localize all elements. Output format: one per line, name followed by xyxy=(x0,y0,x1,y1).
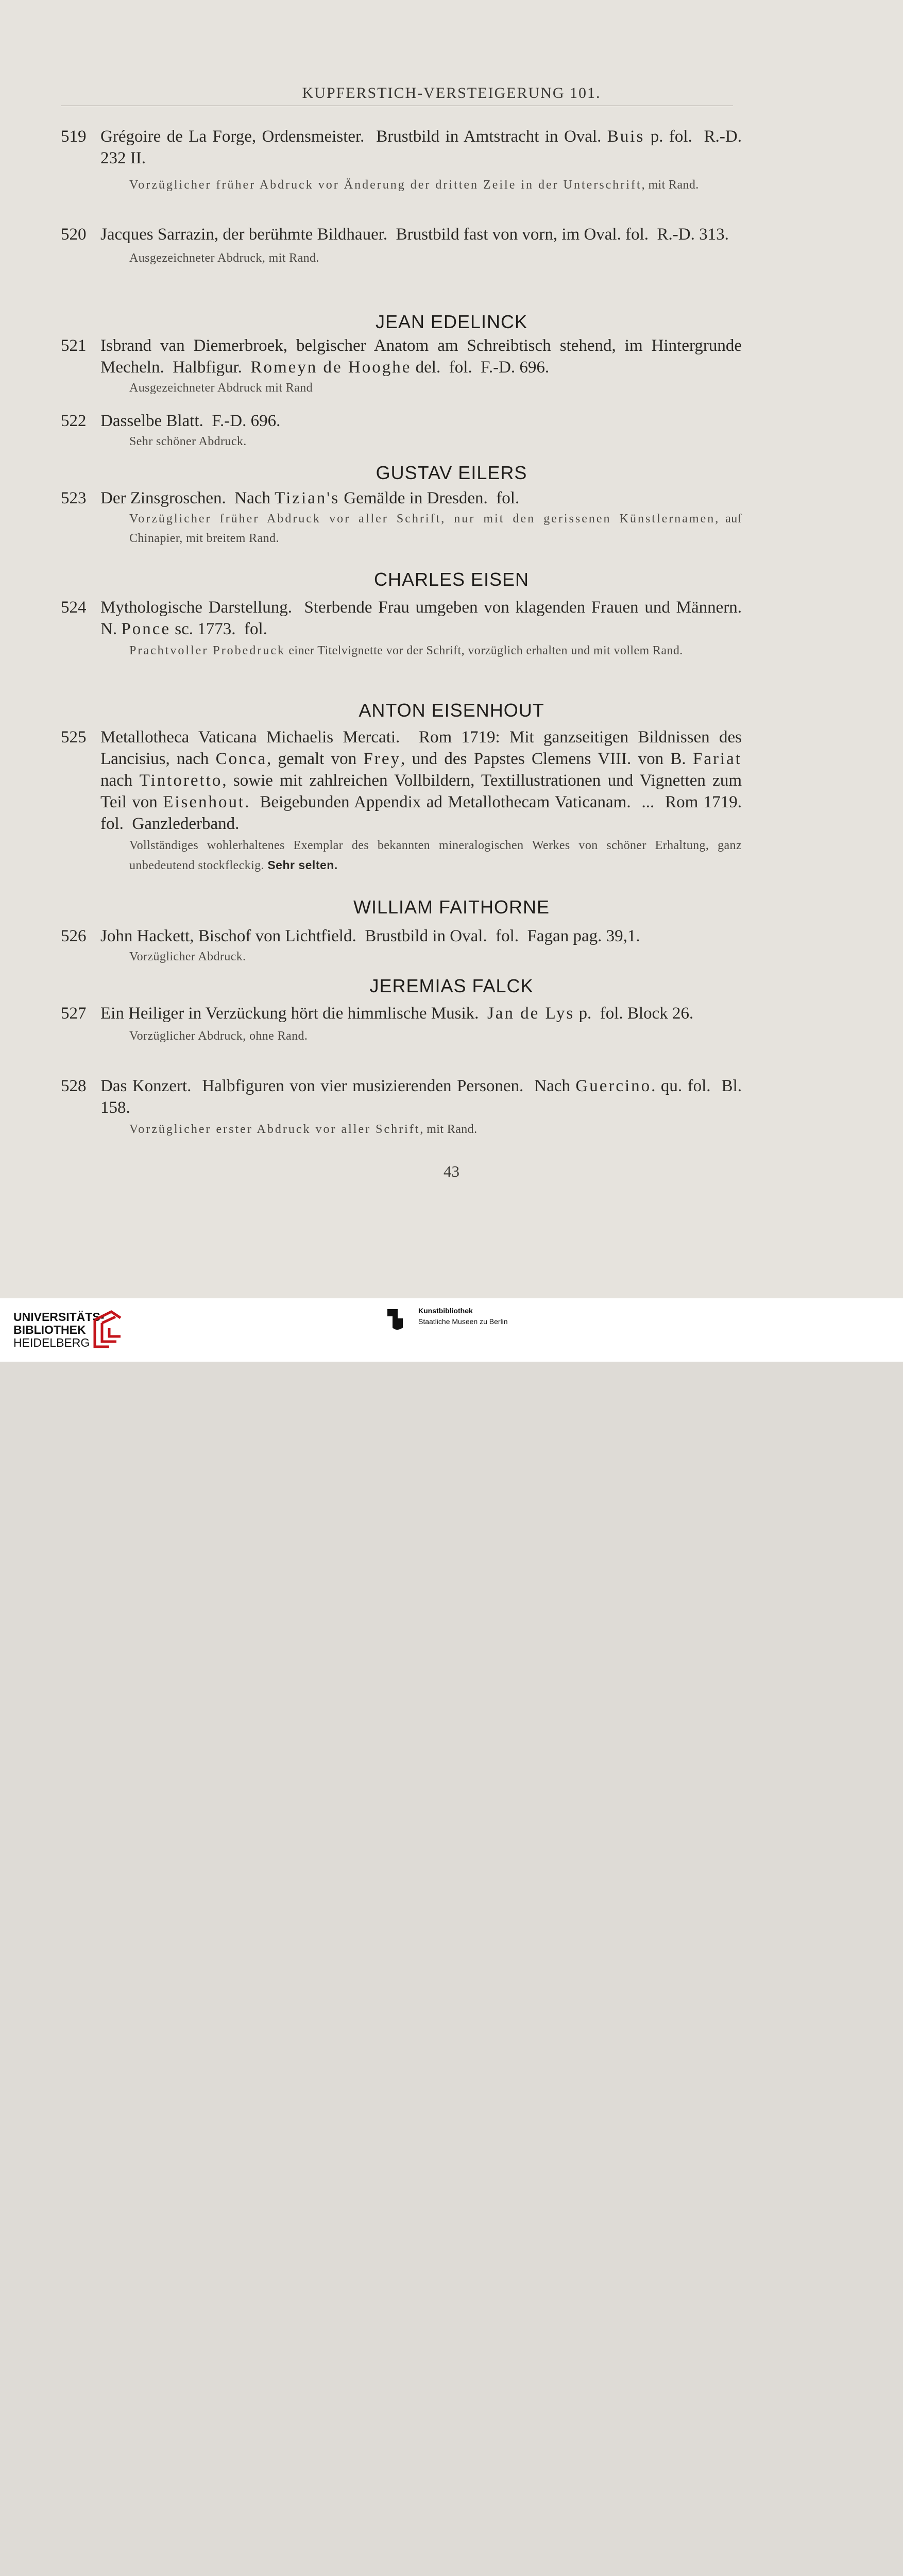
lot-description: 527 Ein Heiliger in Verzückung hört die himmlische Musik. Jan de Lys p. fol. Block 26. xyxy=(61,1003,742,1024)
page-number: 43 xyxy=(444,1162,459,1180)
artist-heading: JEREMIAS FALCK xyxy=(369,975,534,996)
lot-description: 526 John Hackett, Bischof von Lichtfield. Brustbild in Oval. fol. Fagan pag. 39,1. xyxy=(61,925,742,947)
lot-note: Vorzüglicher erster Abdruck vor aller Schrift, mit Rand. xyxy=(129,1123,478,1136)
lot-number: 528 xyxy=(61,1077,87,1095)
lot-entry-524 xyxy=(61,597,751,660)
emphasis-rare: Sehr selten. xyxy=(267,858,338,872)
lot-note: Vorzüglicher früher Abdruck vor Änderung der dritten Zeile in der Unterschrift, mit Rand. xyxy=(129,178,699,192)
running-header: KUPFERSTICH-VERSTEIGERUNG 101. xyxy=(302,84,601,101)
lot-description: 528 Das Konzert. Halbfiguren von vier musizierenden Personen. Nach Guercino. qu. fol. Bl. 158. xyxy=(61,1075,742,1118)
kunstbibliothek-text: Kunstbibliothek Staatliche Museen zu Berlin xyxy=(418,1307,508,1326)
artist-heading: CHARLES EISEN xyxy=(373,569,530,590)
lot-note: Prachtvoller Probedruck einer Titelvignette vor der Schrift, vorzüglich erhalten und mit vollem Rand. xyxy=(129,644,683,657)
lot-number: 524 xyxy=(61,598,87,617)
lot-entry-521 xyxy=(61,335,746,398)
artist-heading: GUSTAV EILERS xyxy=(376,462,527,483)
lot-description: 524 Mythologische Darstellung. Sterbende Frau umgeben von klagenden Frauen und Männern. N. Ponce sc. 1773. fol. xyxy=(61,597,742,640)
lot-note: Ausgezeichneter Abdruck mit Rand xyxy=(129,381,313,395)
lot-entry-522 xyxy=(61,410,742,451)
artist-heading: JEAN EDELINCK xyxy=(375,311,528,332)
lot-note: Sehr schöner Abdruck. xyxy=(129,435,247,448)
kunstbibliothek-logo-icon xyxy=(385,1307,410,1333)
lot-number: 520 xyxy=(61,225,87,244)
lot-number: 523 xyxy=(61,489,87,507)
lot-note: Vollständiges wohlerhaltenes Exemplar des bekannten mineralogischen Werkes von schöner Erhaltung, ganz unbedeutend stockfleckig. Sehr selten. xyxy=(129,839,742,872)
lot-note: Vorzüglicher Abdruck. xyxy=(129,950,246,963)
lot-entry-523 xyxy=(61,487,742,548)
lot-note: Vorzüglicher früher Abdruck vor aller Schrift, nur mit den gerissenen Künstlernamen, auf Chinapier, mit breitem Rand. xyxy=(129,512,742,545)
lot-entry-519 xyxy=(61,126,746,195)
lot-entry-520 xyxy=(61,224,742,268)
ub-heidelberg-logo-icon xyxy=(91,1309,125,1350)
lot-number: 521 xyxy=(61,336,87,355)
artist-heading: ANTON EISENHOUT xyxy=(359,700,544,721)
lot-description: 523 Der Zinsgroschen. Nach Tizian's Gemälde in Dresden. fol. xyxy=(61,487,742,509)
ub-heidelberg-name: UNIVERSITÄTS- BIBLIOTHEK HEIDELBERG xyxy=(13,1310,105,1349)
lot-note: Ausgezeichneter Abdruck, mit Rand. xyxy=(129,251,319,265)
lot-number: 527 xyxy=(61,1004,87,1023)
artist-heading: WILLIAM FAITHORNE xyxy=(353,896,550,918)
lot-entry-528 xyxy=(61,1075,746,1139)
lot-description: 525 Metallotheca Vaticana Michaelis Mercati. Rom 1719: Mit ganzseitigen Bildnissen des Lancisius, nach Conca, gemalt von Frey, und des Papstes Clemens VIII. von B. Fariat nach Tintoretto, sowie mit zahlreichen Vollbildern, Textillustrationen und Vignetten zum Teil von Eisenhout. Beigebunden Appendix ad Metallothecam Vaticanam. ... Rom 1719. fol. Ganzlederband. xyxy=(61,726,742,835)
lot-number: 525 xyxy=(61,728,87,747)
lot-entry-527 xyxy=(61,1003,742,1046)
lot-description: 522 Dasselbe Blatt. F.-D. 696. xyxy=(61,410,742,432)
lot-entry-525 xyxy=(61,726,751,875)
lot-number: 526 xyxy=(61,927,87,945)
lot-entry-526 xyxy=(61,925,742,967)
lot-note: Vorzüglicher Abdruck, ohne Rand. xyxy=(129,1029,308,1043)
lot-description: 520 Jacques Sarrazin, der berühmte Bildhauer. Brustbild fast von vorn, im Oval. fol. R.-D. 313. xyxy=(61,224,742,245)
lot-description: 519 Grégoire de La Forge, Ordensmeister. Brustbild in Amtstracht in Oval. Buis p. fol. R.-D. 232 II. xyxy=(61,126,742,169)
lot-description: 521 Isbrand van Diemerbroek, belgischer Anatom am Schreibtisch stehend, im Hintergrunde Mecheln. Halbfigur. Romeyn de Hooghe del. fol. F.-D. 696. xyxy=(61,335,742,378)
lot-number: 519 xyxy=(61,127,87,146)
lot-number: 522 xyxy=(61,412,87,430)
